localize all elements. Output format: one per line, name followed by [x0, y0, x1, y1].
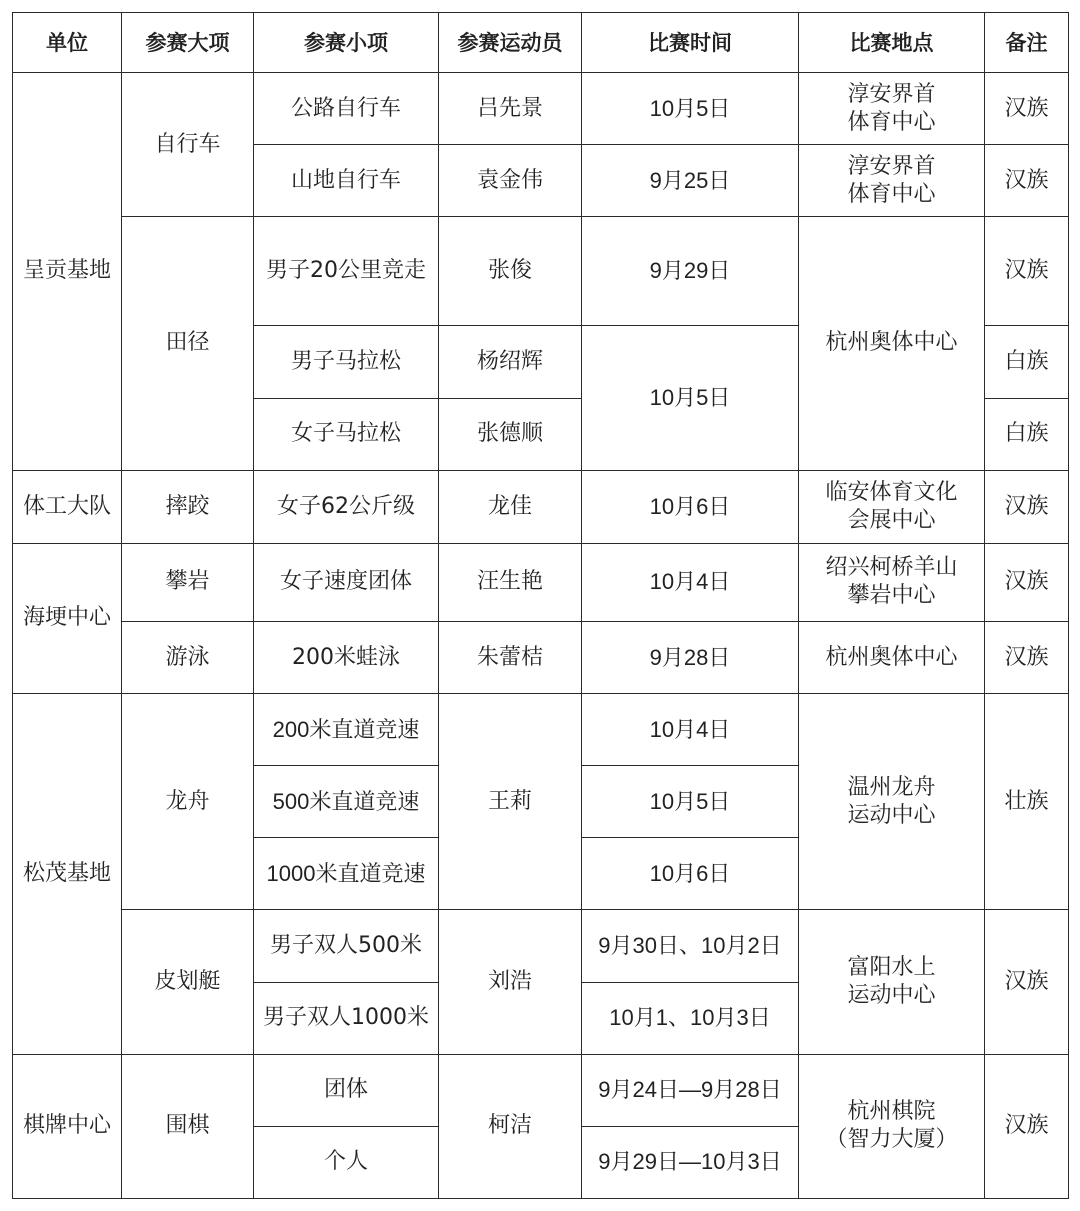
note-cell: 白族 [985, 326, 1069, 398]
note-cell: 白族 [985, 398, 1069, 470]
header-athlete: 参赛运动员 [439, 13, 582, 73]
date-cell: 9月24日—9月28日 [582, 1054, 799, 1126]
header-unit: 单位 [13, 13, 122, 73]
venue-cell: 杭州奥体中心 [799, 217, 985, 470]
table-row [13, 910, 1069, 982]
venue-cell: 淳安界首 体育中心 [799, 145, 985, 217]
event-cell: 男子双人1000米 [254, 982, 439, 1054]
event-cell: 男子20公里竞走 [254, 217, 439, 326]
header-row [13, 13, 1069, 73]
venue-cell: 富阳水上 运动中心 [799, 910, 985, 1054]
athlete-cell: 袁金伟 [439, 145, 582, 217]
table-row [13, 621, 1069, 693]
event-cell: 男子双人500米 [254, 910, 439, 982]
athlete-cell: 王莉 [439, 694, 582, 910]
date-cell: 10月4日 [582, 694, 799, 766]
event-cell: 山地自行车 [254, 145, 439, 217]
event-cell: 200米直道竞速 [254, 694, 439, 766]
header-event: 参赛小项 [254, 13, 439, 73]
event-cell: 团体 [254, 1054, 439, 1126]
note-cell: 壮族 [985, 694, 1069, 910]
note-cell: 汉族 [985, 73, 1069, 145]
date-cell: 9月30日、10月2日 [582, 910, 799, 982]
event-cell: 500米直道竞速 [254, 766, 439, 838]
event-cell: 个人 [254, 1126, 439, 1198]
athlete-cell: 张德顺 [439, 398, 582, 470]
date-cell: 10月5日 [582, 326, 799, 470]
unit-cell: 呈贡基地 [13, 73, 122, 471]
event-cell: 1000米直道竞速 [254, 838, 439, 910]
venue-cell: 杭州奥体中心 [799, 621, 985, 693]
date-cell: 9月29日—10月3日 [582, 1126, 799, 1198]
date-cell: 10月6日 [582, 838, 799, 910]
unit-cell: 体工大队 [13, 470, 122, 543]
sport-cell: 皮划艇 [122, 910, 254, 1054]
competition-schedule-table [12, 12, 1069, 1199]
note-cell: 汉族 [985, 543, 1069, 621]
athlete-cell: 张俊 [439, 217, 582, 326]
date-cell: 10月5日 [582, 766, 799, 838]
unit-cell: 松茂基地 [13, 694, 122, 1055]
sport-cell: 龙舟 [122, 694, 254, 910]
date-cell: 10月4日 [582, 543, 799, 621]
header-sport: 参赛大项 [122, 13, 254, 73]
header-date: 比赛时间 [582, 13, 799, 73]
athlete-cell: 杨绍辉 [439, 326, 582, 398]
table-row [13, 73, 1069, 145]
note-cell: 汉族 [985, 1054, 1069, 1198]
table-row [13, 543, 1069, 621]
note-cell: 汉族 [985, 470, 1069, 543]
sport-cell: 田径 [122, 217, 254, 470]
event-cell: 公路自行车 [254, 73, 439, 145]
athlete-cell: 龙佳 [439, 470, 582, 543]
sport-cell: 游泳 [122, 621, 254, 693]
event-cell: 女子马拉松 [254, 398, 439, 470]
date-cell: 10月6日 [582, 470, 799, 543]
table-row [13, 217, 1069, 326]
note-cell: 汉族 [985, 621, 1069, 693]
note-cell: 汉族 [985, 910, 1069, 1054]
sport-cell: 围棋 [122, 1054, 254, 1198]
event-cell: 女子62公斤级 [254, 470, 439, 543]
event-cell: 男子马拉松 [254, 326, 439, 398]
unit-cell: 棋牌中心 [13, 1054, 122, 1198]
venue-cell: 临安体育文化 会展中心 [799, 470, 985, 543]
venue-cell: 淳安界首 体育中心 [799, 73, 985, 145]
header-note: 备注 [985, 13, 1069, 73]
date-cell: 9月25日 [582, 145, 799, 217]
venue-cell: 杭州棋院 （智力大厦） [799, 1054, 985, 1198]
note-cell: 汉族 [985, 145, 1069, 217]
athlete-cell: 朱蕾桔 [439, 621, 582, 693]
date-cell: 10月5日 [582, 73, 799, 145]
venue-cell: 温州龙舟 运动中心 [799, 694, 985, 910]
athlete-cell: 吕先景 [439, 73, 582, 145]
event-cell: 200米蛙泳 [254, 621, 439, 693]
header-venue: 比赛地点 [799, 13, 985, 73]
note-cell: 汉族 [985, 217, 1069, 326]
sport-cell: 摔跤 [122, 470, 254, 543]
athlete-cell: 汪生艳 [439, 543, 582, 621]
table-row [13, 1054, 1069, 1126]
date-cell: 10月1、10月3日 [582, 982, 799, 1054]
athlete-cell: 柯洁 [439, 1054, 582, 1198]
unit-cell: 海埂中心 [13, 543, 122, 693]
athlete-cell: 刘浩 [439, 910, 582, 1054]
date-cell: 9月28日 [582, 621, 799, 693]
date-cell: 9月29日 [582, 217, 799, 326]
sport-cell: 攀岩 [122, 543, 254, 621]
table-row [13, 470, 1069, 543]
table-row [13, 694, 1069, 766]
venue-cell: 绍兴柯桥羊山 攀岩中心 [799, 543, 985, 621]
event-cell: 女子速度团体 [254, 543, 439, 621]
sport-cell: 自行车 [122, 73, 254, 217]
